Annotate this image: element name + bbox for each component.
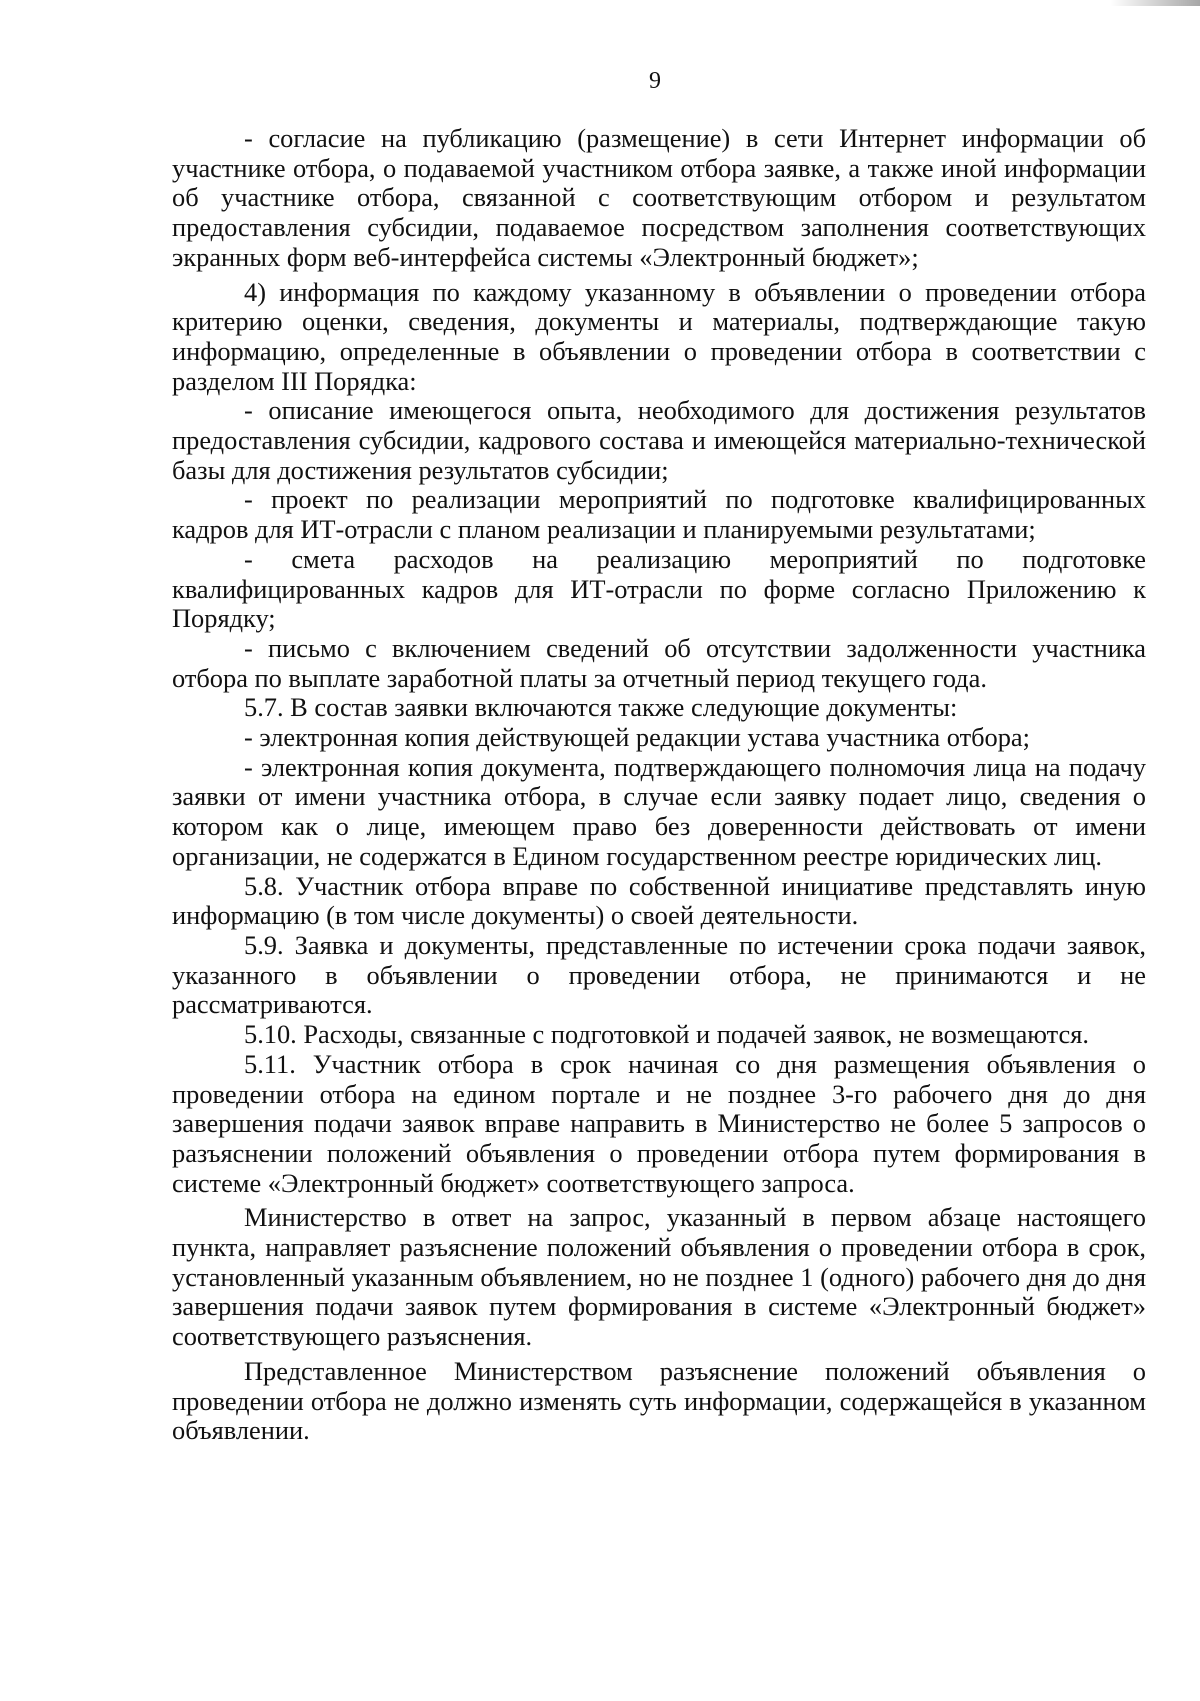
page-number: 9 bbox=[649, 68, 661, 94]
paragraph-consent-publication: - согласие на публикацию (размещение) в сети Интернет информации об участнике отбора, о подаваемой участником отбора заявке, а также иной информации об участнике отбора, связанной с соответствующим отбором и результатом предоставления субсидии, подаваемое посредством заполнения соответствующих экранных форм веб-интерфейса системы «Электронный бюджет»; bbox=[172, 123, 1146, 272]
paragraph-cost-estimate: - смета расходов на реализацию мероприятий по подготовке квалифицированных кадров для ИТ-отрасли по форме согласно Приложению к Порядку; bbox=[172, 543, 1146, 634]
paragraph-5-10: 5.10. Расходы, связанные с подготовкой и подачей заявок, не возмещаются. bbox=[244, 1019, 1089, 1050]
document-body bbox=[172, 124, 1146, 1446]
paragraph-5-11: 5.11. Участник отбора в срок начиная со дня размещения объявления о проведении отбора на едином портале и не позднее 3-го рабочего дня до дня завершения подачи заявок вправе направить в Министерство не более 5 запросов о разъяснении положений объявления о проведении отбора путем формирования в системе «Электронный бюджет» соответствующего запроса. bbox=[172, 1048, 1146, 1198]
paragraph-5-8: 5.8. Участник отбора вправе по собственной инициативе представлять иную информацию (в том числе документы) о своей деятельности. bbox=[172, 870, 1146, 931]
paragraph-ministry-response: Министерство в ответ на запрос, указанный в первом абзаце настоящего пункта, направляет разъяснение положений объявления о проведении отбора в срок, установленный указанным объявлением, но не позднее 1 (одного) рабочего дня до дня завершения подачи заявок путем формирования в системе «Электронный бюджет» соответствующего разъяснения. bbox=[172, 1202, 1146, 1352]
scan-edge-mark bbox=[1110, 0, 1200, 6]
paragraph-authority-copy: - электронная копия документа, подтверждающего полномочия лица на подачу заявки от имени участника отбора, в случае если заявку подает лицо, сведения о котором как о лице, имеющем право без доверенности действовать от имени организации, не содержатся в Едином государственном реестре юридических лиц. bbox=[172, 751, 1146, 871]
paragraph-project: - проект по реализации мероприятий по подготовке квалифицированных кадров для ИТ-отрасли с планом реализации и планируемыми результатами; bbox=[172, 484, 1146, 545]
paragraph-clarification-scope: Представленное Министерством разъяснение положений объявления о проведении отбора не должно изменять суть информации, содержащейся в указанном объявлении. bbox=[172, 1355, 1146, 1446]
paragraph-charter-copy: - электронная копия действующей редакции устава участника отбора; bbox=[244, 722, 1030, 753]
paragraph-no-debt-letter: - письмо с включением сведений об отсутствии задолженности участника отбора по выплате заработной платы за отчетный период текущего года. bbox=[172, 632, 1146, 693]
paragraph-item-4-criteria: 4) информация по каждому указанному в объявлении о проведении отбора критерию оценки, сведения, документы и материалы, подтверждающие такую информацию, определенные в объявлении о проведении отбора в соответствии с разделом III Порядка: bbox=[172, 276, 1146, 396]
paragraph-experience-description: - описание имеющегося опыта, необходимого для достижения результатов предоставления субсидии, кадрового состава и имеющейся материально-технической базы для достижения результатов субсидии; bbox=[172, 395, 1146, 485]
paragraph-5-7: 5.7. В состав заявки включаются также следующие документы: bbox=[244, 692, 958, 723]
paragraph-5-9: 5.9. Заявка и документы, представленные по истечении срока подачи заявок, указанного в объявлении о проведении отбора, не принимаются и не рассматриваются. bbox=[172, 929, 1146, 1020]
